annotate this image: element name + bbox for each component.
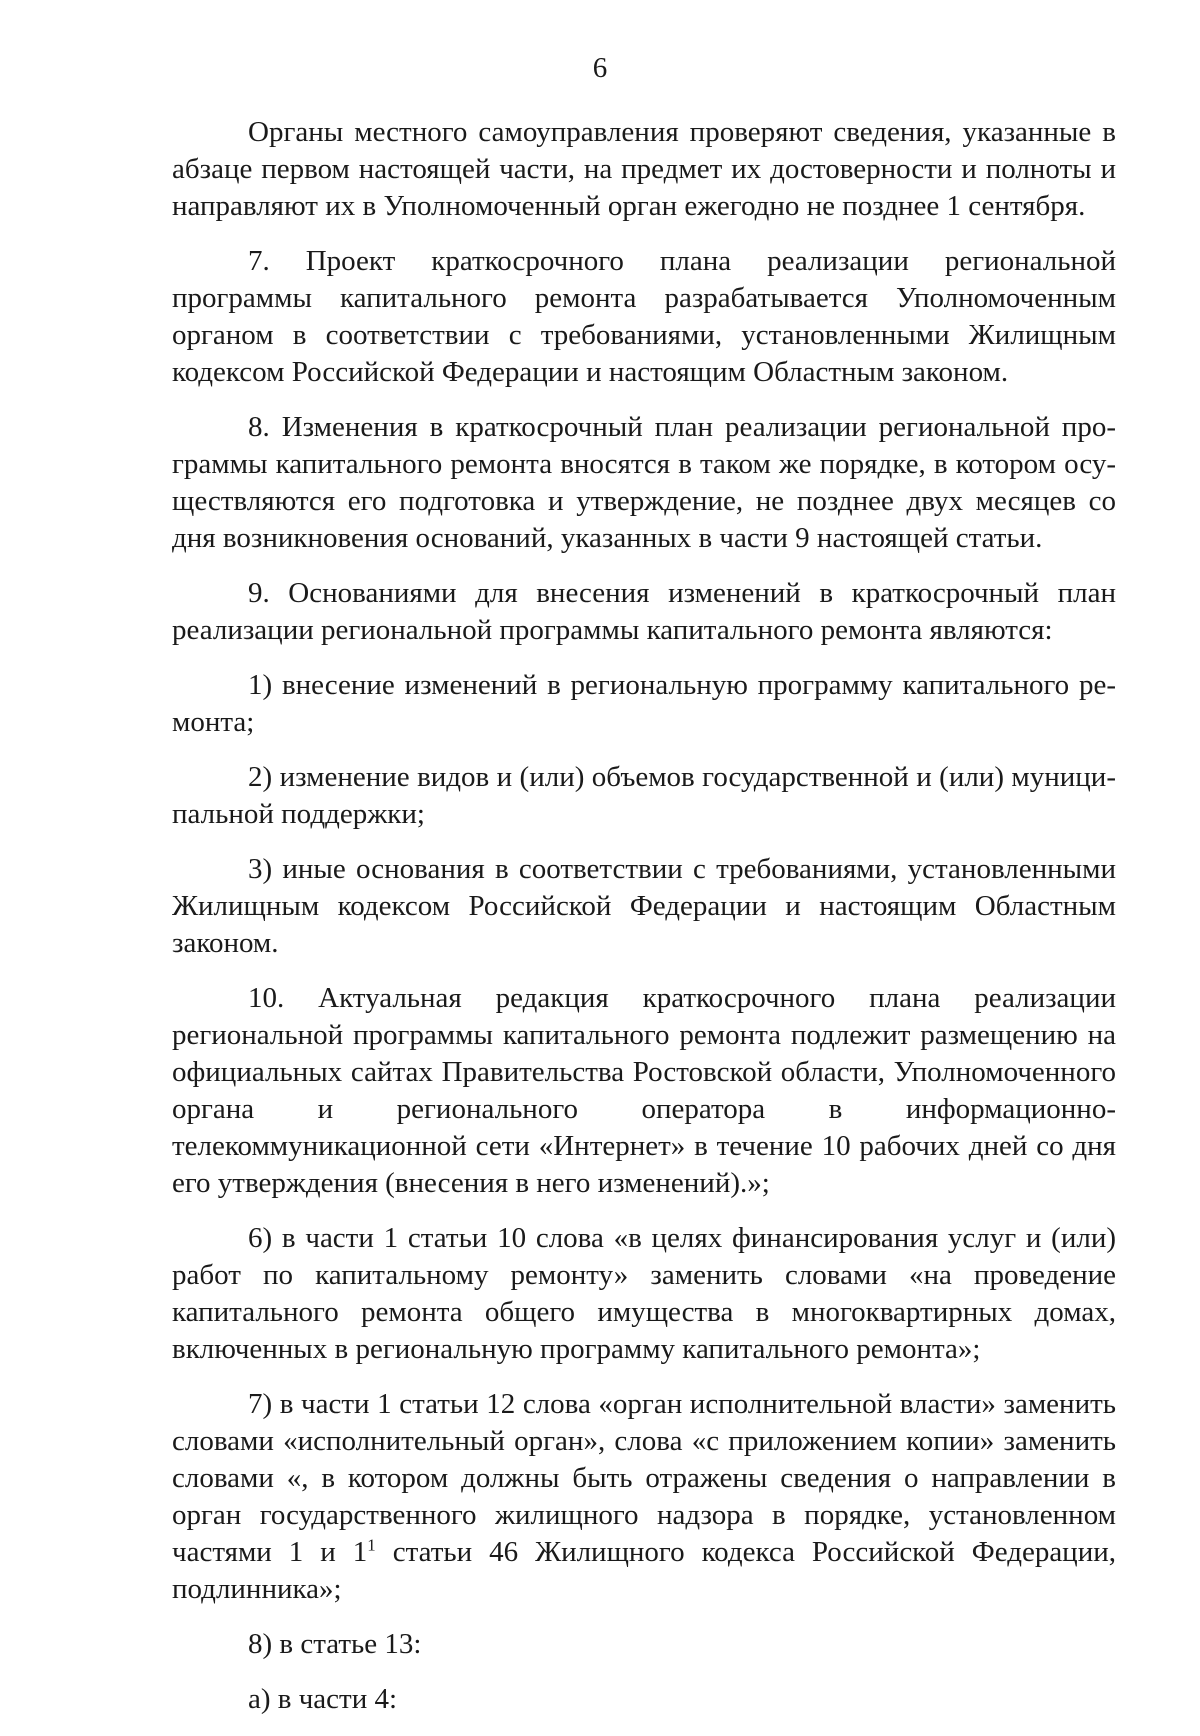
paragraph-7-draft-plan: 7. Проект краткосрочного плана реализации региональной программы капитального ремонта разрабатывается Уполномоченным органом в соответствии с требованиями, установленными Жилищным кодексом Российской Федерации и настоящим Областным законом. [172, 245, 1116, 388]
subitem-a: а) в части 4: [248, 1683, 398, 1715]
list-item-1: 1) внесение изменений в региональную программу капитального ремонта; [172, 669, 1116, 738]
paragraph-10-publication: 10. Актуальная редакция краткосрочного плана реализации региональной программы капитального ремонта подлежит размещению на официальных сайтах Правительства Ростовской области, Уполномоченного органа и регионального оператора в информационно-телекоммуникационной сети «Интернет» в течение 10 рабочих дней со дня его утверждения (внесения в него изменений).»; [172, 982, 1116, 1199]
paragraph-9-grounds: 9. Основаниями для внесения изменений в краткосрочный план реализации региональной программы капитального ремонта являются: [172, 577, 1116, 646]
amendment-item-7 [172, 1386, 1116, 1608]
amendment-item-6: 6) в части 1 статьи 10 слова «в целях финансирования услуг и (или) работ по капитальному ремонту» заменить словами «на проведение капитального ремонта общего имущества в многоквартирных домах, включенных в региональную программу капитального ремонта»; [172, 1222, 1116, 1365]
page-number: 6 [592, 52, 608, 84]
amendment-item-7-tail: статьи 46 Жилищного кодекса Российской Федерации, подлинника»; [172, 1536, 1116, 1605]
list-item-3: 3) иные основания в соответствии с требованиями, установленными Жилищным кодексом Российской Федерации и настоящим Областным законом. [172, 853, 1116, 959]
amendment-item-8: 8) в статье 13: [248, 1628, 422, 1660]
amendment-item-7-text: 7) в части 1 статьи 12 слова «орган исполнительной власти» заменить словами «исполнительный орган», слова «с приложением копии» заменить словами «, в котором должны быть отражены сведения о направлении в орган государственного жилищного надзора в порядке, установленном частями 1 и 1 [172, 1388, 1116, 1568]
superscript-marker: 1 [367, 1535, 376, 1555]
paragraph-8-plan-changes: 8. Изменения в краткосрочный план реализации региональной программы капитального ремонта вносятся в таком же порядке, в котором осуществляются его подготовка и утверждение, не позднее двух месяцев со дня возникновения оснований, указанных в части 9 настоящей статьи. [172, 411, 1116, 554]
list-item-2: 2) изменение видов и (или) объемов государственной и (или) муниципальной поддержки; [172, 761, 1116, 830]
document-body [172, 114, 1116, 1736]
paragraph-local-government-check: Органы местного самоуправления проверяют сведения, указанные в абзаце первом настоящей части, на предмет их достоверности и полноты и направляют их в Уполномоченный орган ежегодно не позднее 1 сентября. [172, 116, 1116, 222]
